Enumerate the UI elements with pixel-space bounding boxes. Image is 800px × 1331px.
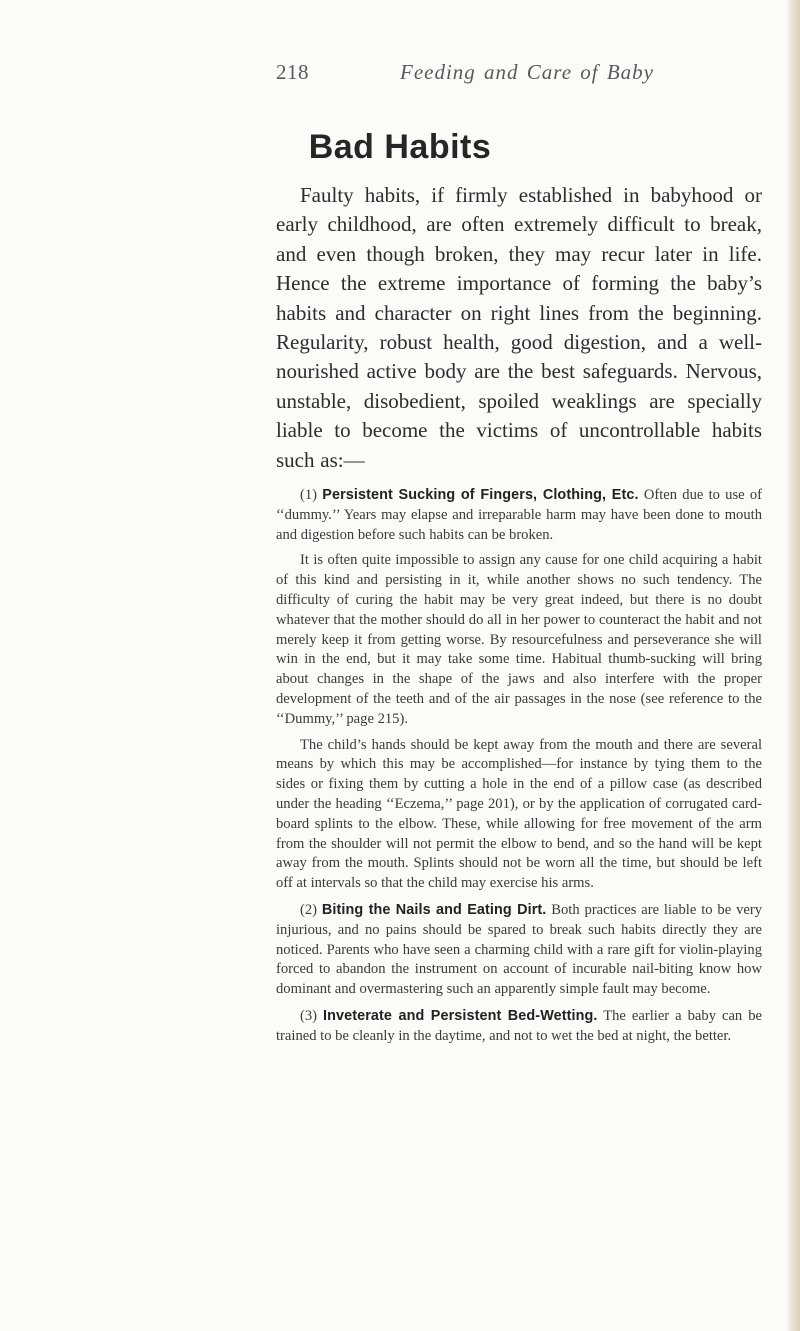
habit-2-title: Biting the Nails and Eating Dirt. [321,902,547,918]
habit-1-text: Often due to use of ‘‘dummy.’’ Years may elapse and irreparable harm may have been done to mouth and digestion before such habits can be broken. [276,487,763,543]
habit-2-paragraph [276,901,762,1000]
habit-1-paragraph-3: The child’s hands should be kept away from the mouth and there are several means by which this may be accomplished—for instance by tying them to the sides or fixing them by cutting a hole in the end of a pillow case (as described under the heading ‘‘Eczema,’’ page 201), or by the application of corrugated card-board splints to the elbow. These, while allowing for free movement of the arm from the shoulder will not permit the elbow to bend, and so the hand will be kept away from the mouth. Splints should not be worn all the time, but should be left off at intervals so that the child may exercise his arms. [276,736,762,892]
page-edge-shadow [786,0,800,1331]
habit-3-number: (3) [300,1007,318,1024]
section-heading: Bad Habits [308,128,492,166]
habit-1-title: Persistent Sucking of Fingers, Clothing, Etc. [322,487,639,504]
habit-2-number: (2) [300,902,318,918]
intro-paragraph: Faulty habits, if firmly established in babyhood or early childhood, are often extremely difficult to break, and even though broken, they may recur later in life. Hence the extreme importance of forming the baby’s habits and character on right lines from the beginning. Regularity, robust health, good digestion, and a well-nourished active body are the best safeguards. Nervous, unstable, disobedient, spoiled weaklings are specially liable to become the victims of uncontrollable habits such as:— [276,183,762,472]
habit-1-paragraph [276,486,762,545]
habit-3-paragraph [276,1007,762,1047]
habit-3-title: Inveterate and Persistent Bed-Wetting. [323,1007,598,1024]
body-text [276,181,762,1047]
habit-1-paragraph-2: It is often quite impossible to assign any cause for one child acquiring a habit of this kind and persisting in it, while another shows no such tendency. The difficulty of curing the habit may be very great indeed, but there is no doubt whatever that the mother should do all in her power to counteract the habit and not merely keep it from getting worse. By resourcefulness and perseverance she will win in the end, but it may take some time. Habitual thumb-sucking will bring about changes in the shape of the jaws and also interfere with the proper development of the teeth and of the air passages in the nose (see reference to the ‘‘Dummy,’’ page 215). [276,552,762,727]
page-number: 218 [276,60,309,84]
habit-1-number: (1) [300,487,318,504]
running-title: Feeding and Care of Baby [400,60,655,84]
habit-2-text: Both practices are liable to be very injurious, and no pains should be spared to break such habits directly they are noticed. Parents who have seen a charming child with a rare gift for violin-playing forced to abandon the instrument on account of incurable nail-biting know how dominant and overmastering such an apparently simple fault may become. [276,902,763,998]
running-head [0,60,800,90]
habit-3-text: The earlier a baby can be trained to be cleanly in the daytime, and not to wet the bed at night, the better. [276,1007,762,1044]
